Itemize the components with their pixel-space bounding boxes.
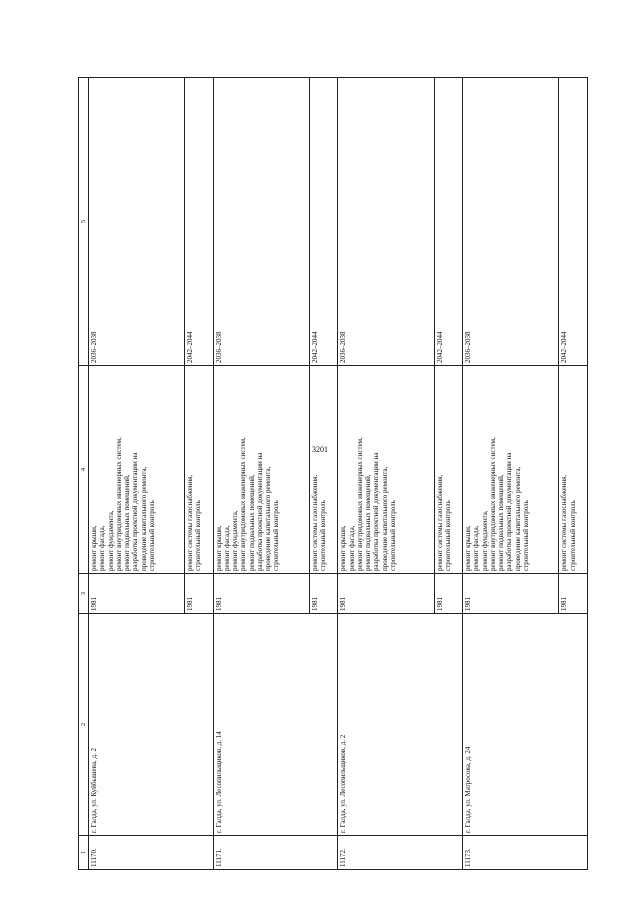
repair-work-item: строительный контроль bbox=[443, 500, 452, 571]
repair-work-item: ремонт крыши, bbox=[464, 525, 473, 571]
repair-work-item: ремонт системы газоснабжения, bbox=[435, 474, 444, 571]
rotated-table-area bbox=[78, 78, 588, 870]
repair-period: 2036–2038 bbox=[213, 78, 309, 366]
repair-work-item: разработка проектной документации на bbox=[255, 452, 264, 571]
repair-work-item: проведение капитального ремонта, bbox=[513, 466, 522, 571]
repair-period: 2036–2038 bbox=[338, 78, 434, 366]
commission-year: 1981 bbox=[309, 574, 338, 614]
entry-address: г. Галда, ул. Лесопильщиков, д. 14 bbox=[213, 614, 338, 836]
entry-number: 11172. bbox=[338, 836, 463, 870]
repair-work-item: ремонт внутридомовых инженерных систем, bbox=[355, 437, 364, 571]
repair-work-item: строительный контроль bbox=[521, 500, 530, 571]
repair-work-item: ремонт подвальных помещений, bbox=[497, 474, 506, 571]
repair-work-item: строительный контроль bbox=[147, 500, 156, 571]
repair-work-item: ремонт фундамента, bbox=[231, 510, 240, 571]
commission-year: 1981 bbox=[89, 574, 185, 614]
repair-work-item: проведение капитального ремонта, bbox=[380, 466, 389, 571]
commission-year: 1981 bbox=[463, 574, 559, 614]
commission-year: 1981 bbox=[338, 574, 434, 614]
repair-period: 2036–2038 bbox=[463, 78, 559, 366]
commission-year: 1981 bbox=[185, 574, 214, 614]
repair-work-item: ремонт внутридомовых инженерных систем, bbox=[114, 437, 123, 571]
table-row bbox=[213, 78, 309, 870]
col-header-4: 4 bbox=[79, 366, 89, 574]
repair-work-item: ремонт крыши, bbox=[90, 525, 98, 571]
entry-number: 11170. bbox=[89, 836, 214, 870]
entry-address: г. Галда, ул. Куйбышева, д. 2 bbox=[89, 614, 214, 836]
repair-work-item: ремонт крыши, bbox=[214, 525, 223, 571]
repair-period: 2042–2044 bbox=[309, 78, 338, 366]
repair-work-item: строительный контроль bbox=[272, 500, 281, 571]
repair-work-item: разработка проектной документации на bbox=[505, 452, 514, 571]
entry-number: 11173. bbox=[463, 836, 588, 870]
entry-address: г. Галда, ул. Матросова, д. 24 bbox=[463, 614, 588, 836]
repair-work-item: ремонт системы газоснабжения, bbox=[310, 474, 319, 571]
repair-works bbox=[89, 366, 185, 574]
capital-repair-table bbox=[78, 77, 588, 870]
page-number: 3201 bbox=[312, 445, 328, 454]
repair-works bbox=[338, 366, 434, 574]
commission-year: 1981 bbox=[434, 574, 463, 614]
repair-work-item: ремонт подвальных помещений, bbox=[123, 474, 131, 571]
repair-works bbox=[213, 366, 309, 574]
repair-work-item: ремонт фасада, bbox=[98, 525, 107, 571]
table-row bbox=[463, 78, 559, 870]
table-body bbox=[89, 78, 588, 870]
repair-work-item: ремонт внутридомовых инженерных систем, bbox=[239, 437, 248, 571]
repair-work-item: разработка проектной документации на bbox=[131, 452, 140, 571]
col-header-1: 1 bbox=[79, 836, 89, 870]
repair-works bbox=[309, 366, 338, 574]
repair-work-item: ремонт подвальных помещений, bbox=[247, 474, 256, 571]
repair-work-item: разработка проектной документации на bbox=[372, 452, 381, 571]
repair-work-item: ремонт фасада, bbox=[472, 525, 481, 571]
repair-work-item: ремонт фундамента, bbox=[106, 510, 115, 571]
commission-year: 1981 bbox=[213, 574, 309, 614]
repair-work-item: ремонт фасада, bbox=[347, 525, 356, 571]
repair-work-item: ремонт внутридомовых инженерных систем, bbox=[488, 437, 497, 571]
repair-period: 2042–2044 bbox=[434, 78, 463, 366]
repair-period: 2036–2038 bbox=[89, 78, 185, 366]
repair-works bbox=[463, 366, 559, 574]
repair-work-item: ремонт системы газоснабжения, bbox=[186, 474, 195, 571]
column-number-row bbox=[79, 78, 89, 870]
repair-work-item: строительный контроль bbox=[388, 500, 397, 571]
repair-works bbox=[434, 366, 463, 574]
repair-works bbox=[185, 366, 214, 574]
repair-period: 2042–2044 bbox=[559, 78, 588, 366]
repair-work-item: строительный контроль bbox=[194, 500, 203, 571]
repair-work-item: ремонт подвальных помещений, bbox=[364, 474, 373, 571]
repair-work-item: ремонт крыши, bbox=[339, 525, 348, 571]
repair-work-item: ремонт фасада, bbox=[222, 525, 231, 571]
entry-address: г. Галда, ул. Лесопильщиков, д. 2 bbox=[338, 614, 463, 836]
table-row bbox=[338, 78, 434, 870]
col-header-2: 2 bbox=[79, 614, 89, 836]
repair-work-item: проведение капитального ремонта, bbox=[264, 466, 273, 571]
entry-number: 11171. bbox=[213, 836, 338, 870]
col-header-5: 5 bbox=[79, 78, 89, 366]
repair-work-item: строительный контроль bbox=[319, 500, 328, 571]
repair-work-item: ремонт фундамента, bbox=[480, 510, 489, 571]
repair-period: 2042–2044 bbox=[185, 78, 214, 366]
col-header-3: 3 bbox=[79, 574, 89, 614]
repair-work-item: ремонт системы газоснабжения, bbox=[560, 474, 569, 571]
commission-year: 1981 bbox=[559, 574, 588, 614]
repair-work-item: строительный контроль bbox=[568, 500, 577, 571]
repair-work-item: проведение капитального ремонта, bbox=[139, 466, 148, 571]
table-row bbox=[89, 78, 185, 870]
repair-works bbox=[559, 366, 588, 574]
